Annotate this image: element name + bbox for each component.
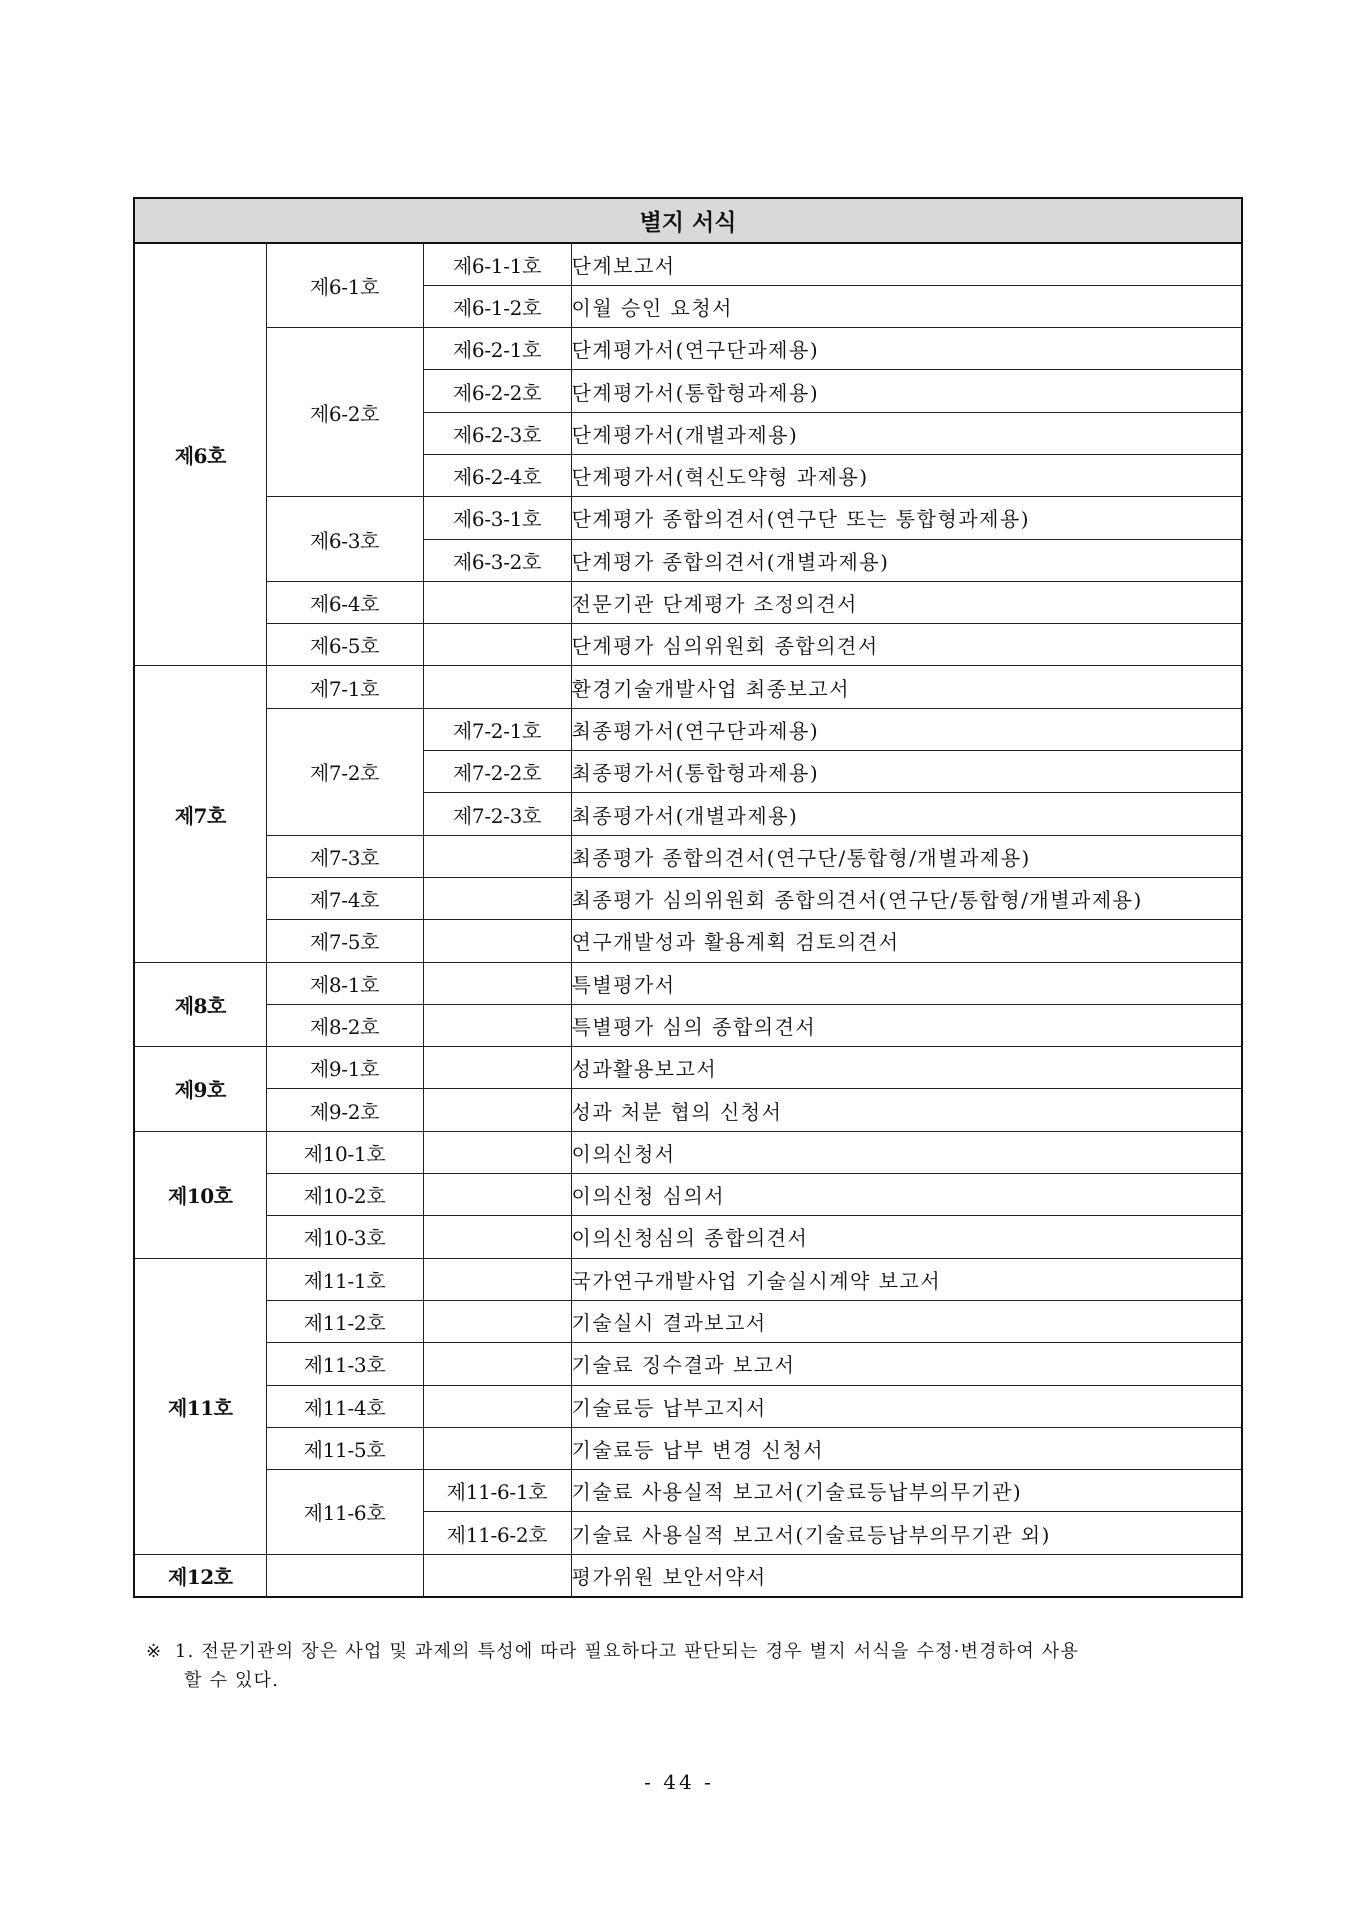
form-title: 단계평가 심의위원회 종합의견서 [571,624,1242,666]
sub-code: 제11-1호 [266,1258,423,1300]
form-title: 기술실시 결과보고서 [571,1300,1242,1342]
group-code: 제11호 [134,1258,266,1554]
item-code: 제6-2-1호 [423,328,571,370]
form-title: 성과활용보고서 [571,1047,1242,1089]
table-row [134,1174,1242,1216]
sub-code: 제8-1호 [266,962,423,1004]
sub-code: 제11-3호 [266,1343,423,1385]
sub-code: 제9-2호 [266,1089,423,1131]
table-row [134,962,1242,1004]
form-title: 국가연구개발사업 기술실시계약 보고서 [571,1258,1242,1300]
form-title: 특별평가서 [571,962,1242,1004]
item-code [423,1258,571,1300]
form-title: 환경기술개발사업 최종보고서 [571,666,1242,708]
table-row [134,1216,1242,1258]
form-title: 최종평가 심의위원회 종합의견서(연구단/통합형/개별과제용) [571,877,1242,919]
sub-code: 제6-1호 [266,243,423,328]
sub-code: 제6-5호 [266,624,423,666]
page-number: - 44 - [644,1770,714,1794]
form-title: 이의신청 심의서 [571,1174,1242,1216]
sub-code: 제11-6호 [266,1470,423,1555]
sub-code: 제6-2호 [266,328,423,497]
sub-code: 제7-4호 [266,877,423,919]
item-code [423,1047,571,1089]
item-code: 제7-2-1호 [423,708,571,750]
table-row [134,497,1242,539]
table-row [134,877,1242,919]
sub-code: 제9-1호 [266,1047,423,1089]
item-code: 제7-2-2호 [423,751,571,793]
item-code [423,920,571,962]
item-code [423,1385,571,1427]
table-row [134,1300,1242,1342]
note-mark: ※ [146,1641,163,1662]
sub-code: 제10-2호 [266,1174,423,1216]
form-title: 단계평가서(연구단과제용) [571,328,1242,370]
group-code: 제9호 [134,1047,266,1132]
item-code [423,1174,571,1216]
form-title: 최종평가서(통합형과제용) [571,751,1242,793]
group-code: 제10호 [134,1131,266,1258]
group-code: 제8호 [134,962,266,1047]
item-code [423,666,571,708]
item-code [423,1300,571,1342]
form-title: 기술료 사용실적 보고서(기술료등납부의무기관) [571,1470,1242,1512]
form-title: 단계평가서(통합형과제용) [571,370,1242,412]
table-row [134,328,1242,370]
form-title: 성과 처분 협의 신청서 [571,1089,1242,1131]
item-code: 제6-2-2호 [423,370,571,412]
form-title: 기술료 징수결과 보고서 [571,1343,1242,1385]
form-title: 최종평가 종합의견서(연구단/통합형/개별과제용) [571,835,1242,877]
item-code [423,1131,571,1173]
sub-code: 제7-3호 [266,835,423,877]
sub-code: 제7-1호 [266,666,423,708]
form-title: 최종평가서(개별과제용) [571,793,1242,835]
group-code: 제12호 [134,1554,266,1596]
table-row [134,581,1242,623]
sub-code: 제6-4호 [266,581,423,623]
table-row [134,1470,1242,1512]
form-title: 연구개발성과 활용계획 검토의견서 [571,920,1242,962]
sub-code: 제11-2호 [266,1300,423,1342]
table-header-row [134,198,1242,243]
form-title: 기술료 사용실적 보고서(기술료등납부의무기관 외) [571,1512,1242,1554]
item-code [423,1089,571,1131]
form-title: 전문기관 단계평가 조정의견서 [571,581,1242,623]
table-row [134,1258,1242,1300]
item-code [423,1216,571,1258]
table-row [134,1089,1242,1131]
table-row [134,1554,1242,1596]
form-title: 단계평가 종합의견서(연구단 또는 통합형과제용) [571,497,1242,539]
footnote [146,1637,1236,1695]
forms-table [133,197,1243,1598]
sub-code: 제8-2호 [266,1004,423,1046]
item-code: 제6-3-2호 [423,539,571,581]
sub-code: 제10-3호 [266,1216,423,1258]
table-row [134,243,1242,285]
item-code [423,835,571,877]
sub-code: 제11-5호 [266,1427,423,1469]
table-row [134,835,1242,877]
item-code [423,962,571,1004]
form-title: 특별평가 심의 종합의견서 [571,1004,1242,1046]
form-title: 기술료등 납부 변경 신청서 [571,1427,1242,1469]
table-row [134,1047,1242,1089]
form-title: 단계보고서 [571,243,1242,285]
item-code: 제6-2-4호 [423,454,571,496]
item-code: 제7-2-3호 [423,793,571,835]
form-title: 기술료등 납부고지서 [571,1385,1242,1427]
form-title: 단계평가서(개별과제용) [571,412,1242,454]
table-row [134,1131,1242,1173]
item-code [423,1004,571,1046]
group-code: 제7호 [134,666,266,962]
group-code: 제6호 [134,243,266,666]
table-row [134,1004,1242,1046]
table-row [134,1343,1242,1385]
sub-code: 제11-4호 [266,1385,423,1427]
sub-code: 제6-3호 [266,497,423,582]
table-header: 별지 서식 [134,198,1242,243]
item-code: 제6-1-2호 [423,285,571,327]
item-code: 제11-6-1호 [423,1470,571,1512]
item-code [423,1554,571,1596]
table-row [134,624,1242,666]
item-code: 제6-2-3호 [423,412,571,454]
item-code [423,581,571,623]
form-title: 이의신청심의 종합의견서 [571,1216,1242,1258]
form-title: 단계평가 종합의견서(개별과제용) [571,539,1242,581]
item-code [423,624,571,666]
form-title: 단계평가서(혁신도약형 과제용) [571,454,1242,496]
forms-body [134,243,1242,1597]
item-code [423,1343,571,1385]
item-code [423,1427,571,1469]
sub-code: 제7-5호 [266,920,423,962]
table-row [134,920,1242,962]
form-title: 최종평가서(연구단과제용) [571,708,1242,750]
sub-code [266,1554,423,1596]
item-code: 제6-3-1호 [423,497,571,539]
table-row [134,708,1242,750]
item-code: 제11-6-2호 [423,1512,571,1554]
sub-code: 제7-2호 [266,708,423,835]
form-title: 이월 승인 요청서 [571,285,1242,327]
table-row [134,1385,1242,1427]
note-line-2: 할 수 있다. [184,1670,280,1691]
item-code [423,877,571,919]
sub-code: 제10-1호 [266,1131,423,1173]
form-title: 이의신청서 [571,1131,1242,1173]
item-code: 제6-1-1호 [423,243,571,285]
note-line-1: 1. 전문기관의 장은 사업 및 과제의 특성에 따라 필요하다고 판단되는 경우 별지 서식을 수정·변경하여 사용 [174,1641,1080,1662]
form-title: 평가위원 보안서약서 [571,1554,1242,1596]
table-row [134,666,1242,708]
table-row [134,1427,1242,1469]
